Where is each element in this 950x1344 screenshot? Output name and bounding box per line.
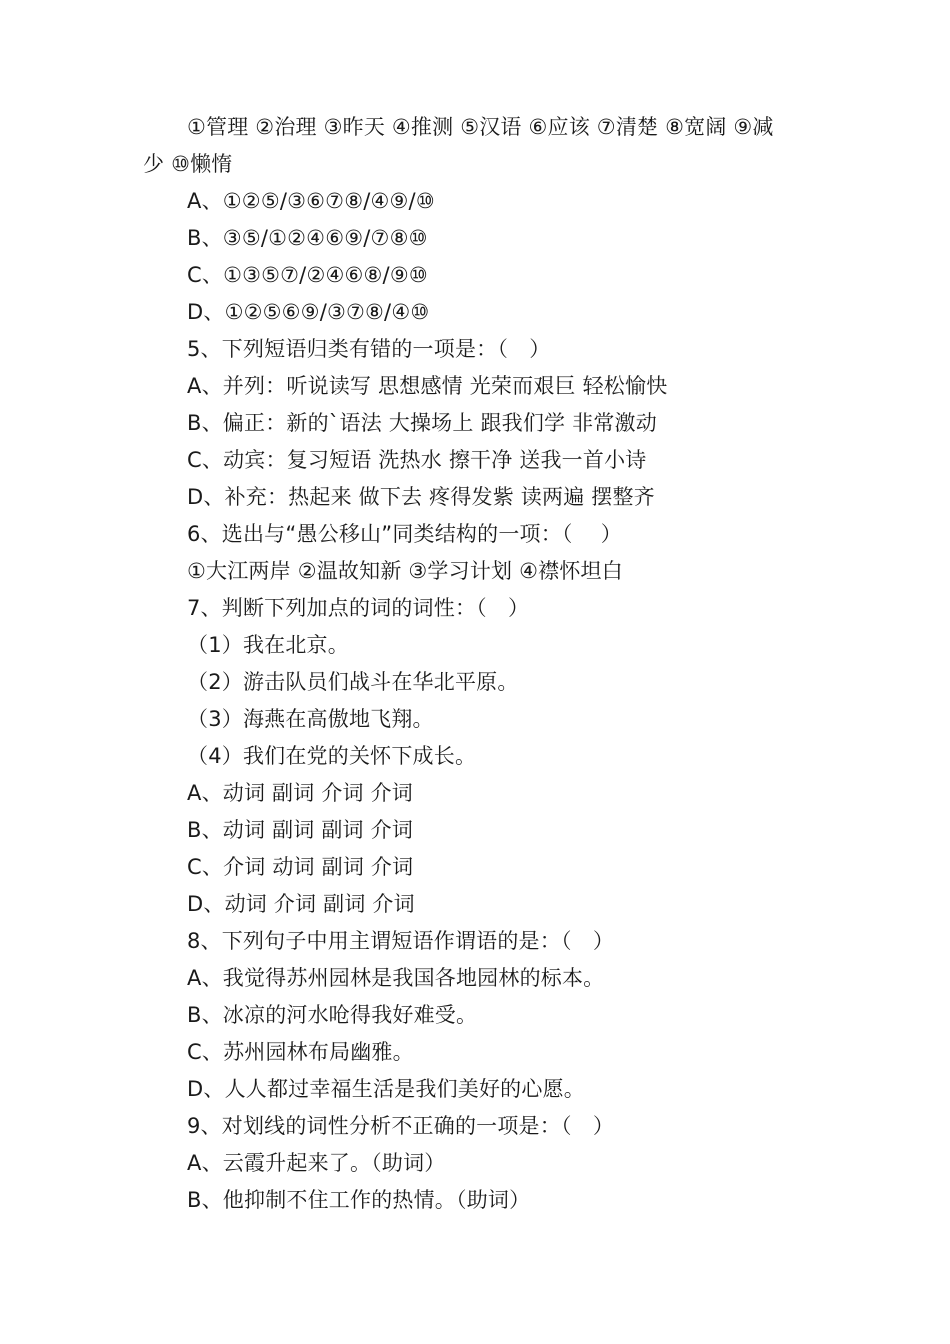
question-options-words-continued: 少 ⑩懒惰 xyxy=(143,152,233,176)
question-5: 5、下列短语归类有错的一项是：（ ） xyxy=(187,337,551,361)
answer-option-c: C、苏州园林布局幽雅。 xyxy=(187,1040,414,1064)
question-7: 7、判断下列加点的词的词性：（ ） xyxy=(187,596,530,620)
question-9: 9、对划线的词性分析不正确的一项是：（ ） xyxy=(187,1114,615,1138)
question-7-sentence-2: （2）游击队员们战斗在华北平原。 xyxy=(187,670,519,694)
answer-option-a: A、云霞升起来了。（助词） xyxy=(187,1151,446,1175)
answer-option-b: B、冰凉的河水呛得我好难受。 xyxy=(187,1003,478,1027)
answer-option-d: D、①②⑤⑥⑨/③⑦⑧/④⑩ xyxy=(187,300,430,324)
answer-option-a: A、①②⑤/③⑥⑦⑧/④⑨/⑩ xyxy=(187,189,435,213)
answer-option-c: C、动宾：复习短语 洗热水 擦干净 送我一首小诗 xyxy=(187,448,647,472)
answer-option-d: D、动词 介词 副词 介词 xyxy=(187,892,415,916)
question-7-sentence-3: （3）海燕在高傲地飞翔。 xyxy=(187,707,434,731)
question-options-words: ①管理 ②治理 ③昨天 ④推测 ⑤汉语 ⑥应该 ⑦清楚 ⑧宽阔 ⑨减 xyxy=(187,115,774,139)
answer-option-a: A、我觉得苏州园林是我国各地园林的标本。 xyxy=(187,966,605,990)
question-7-sentence-1: （1）我在北京。 xyxy=(187,633,349,657)
question-6: 6、选出与“愚公移山”同类结构的一项：（ ） xyxy=(187,522,622,546)
answer-option-b: B、他抑制不住工作的热情。（助词） xyxy=(187,1188,531,1212)
answer-option-b: B、偏正：新的`语法 大操场上 跟我们学 非常激动 xyxy=(187,411,657,435)
answer-option-c: C、介词 动词 副词 介词 xyxy=(187,855,414,879)
answer-option-b: B、动词 副词 副词 介词 xyxy=(187,818,414,842)
answer-option-d: D、补充：热起来 做下去 疼得发紫 读两遍 摆整齐 xyxy=(187,485,655,509)
answer-option-c: C、①③⑤⑦/②④⑥⑧/⑨⑩ xyxy=(187,263,428,287)
question-7-sentence-4: （4）我们在党的关怀下成长。 xyxy=(187,744,477,768)
question-6-options: ①大江两岸 ②温故知新 ③学习计划 ④襟怀坦白 xyxy=(187,559,623,583)
answer-option-a: A、并列：听说读写 思想感情 光荣而艰巨 轻松愉快 xyxy=(187,374,668,398)
answer-option-b: B、③⑤/①②④⑥⑨/⑦⑧⑩ xyxy=(187,226,428,250)
answer-option-a: A、动词 副词 介词 介词 xyxy=(187,781,413,805)
answer-option-d: D、人人都过幸福生活是我们美好的心愿。 xyxy=(187,1077,585,1101)
question-8: 8、下列句子中用主谓短语作谓语的是：（ ） xyxy=(187,929,615,953)
